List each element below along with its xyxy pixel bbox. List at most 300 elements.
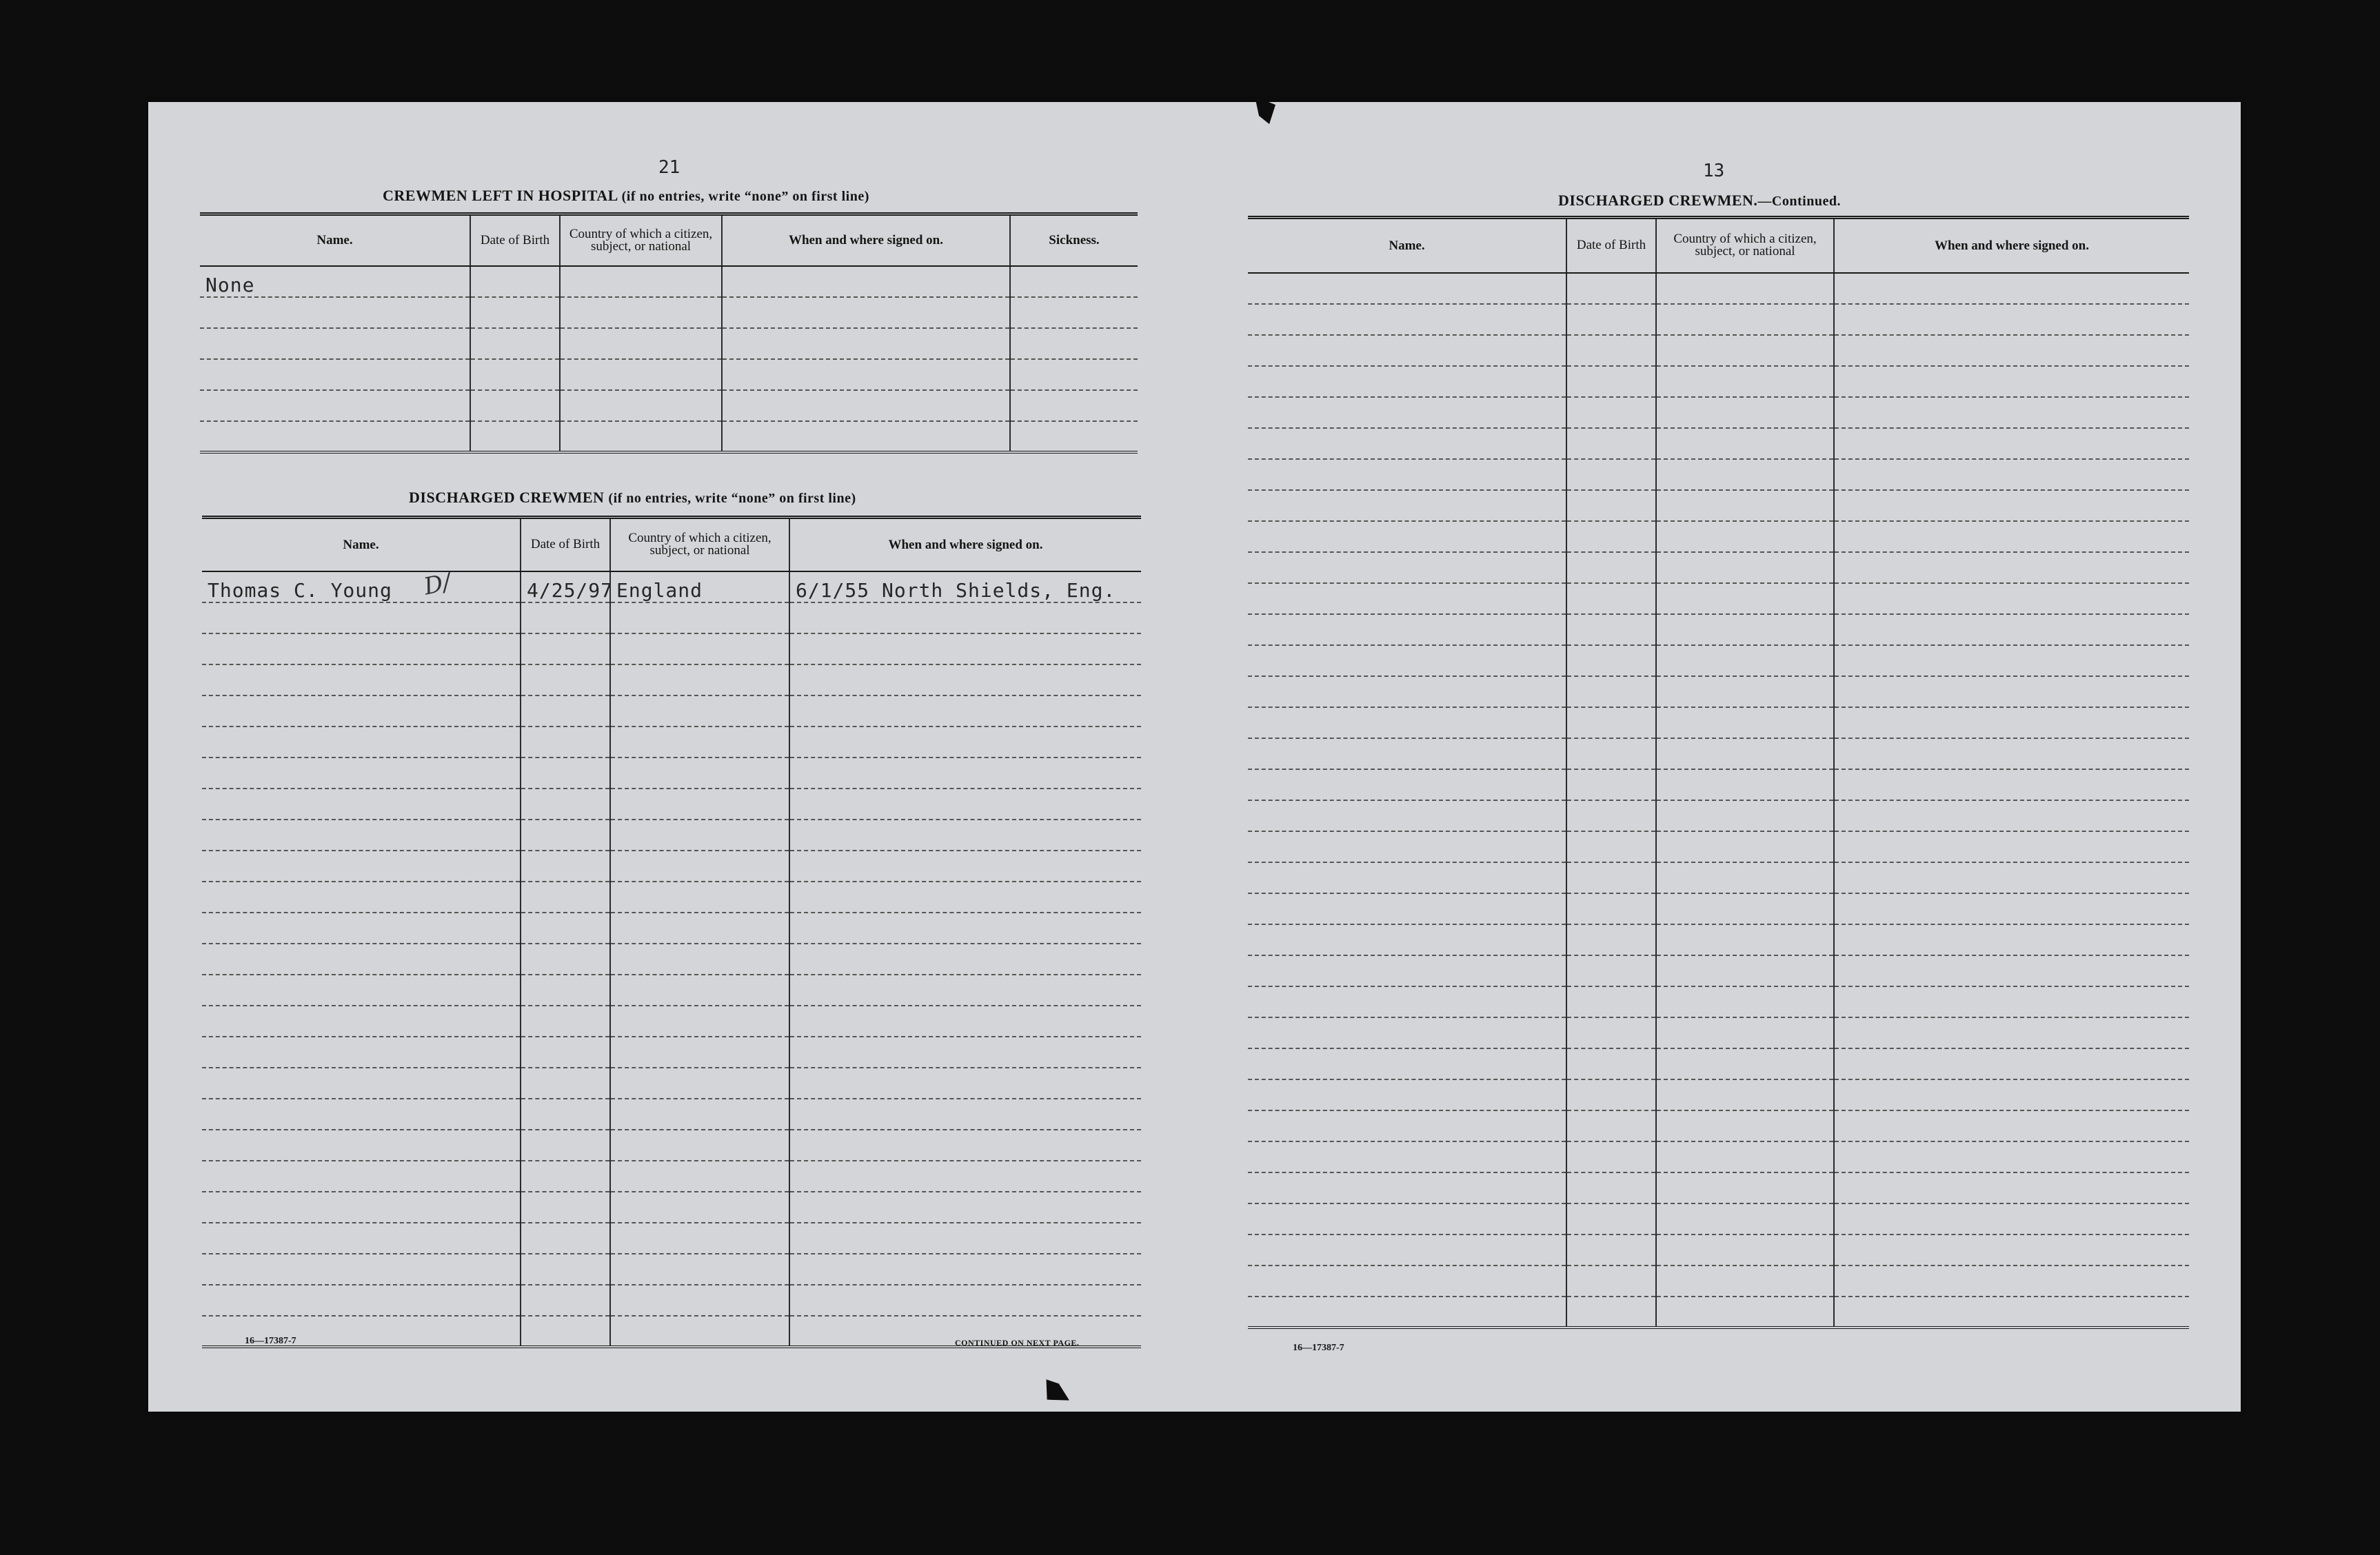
table-cell	[470, 266, 560, 297]
table-row	[1248, 397, 2189, 428]
table-cell	[1834, 986, 2189, 1017]
table-row	[1248, 552, 2189, 583]
table-cell	[789, 1006, 1141, 1037]
table-cell	[1566, 304, 1656, 335]
table-row	[202, 1192, 1141, 1223]
table-cell	[1248, 428, 1566, 459]
table-cell	[1834, 335, 2189, 366]
table-row	[1248, 862, 2189, 893]
table-cell	[1656, 1297, 1834, 1328]
table-cell	[1566, 645, 1656, 676]
continued-header-row	[1248, 218, 2189, 273]
table-cell	[1248, 831, 1566, 862]
table-cell	[1566, 924, 1656, 955]
column-header: Country of which a citizen, subject, or national	[610, 518, 789, 571]
table-cell	[1656, 1048, 1834, 1079]
left-page	[148, 102, 1162, 1412]
table-cell	[1834, 676, 2189, 707]
table-cell	[789, 975, 1141, 1006]
table-cell	[560, 297, 722, 328]
table-row	[202, 913, 1141, 944]
table-cell	[1010, 266, 1138, 297]
table-cell	[789, 602, 1141, 633]
table-row	[200, 297, 1138, 328]
table-cell	[1656, 1110, 1834, 1141]
table-row	[1248, 1297, 2189, 1328]
table-cell	[610, 789, 789, 820]
table-cell	[1010, 421, 1138, 452]
table-cell	[1656, 1079, 1834, 1110]
table-cell	[1656, 1017, 1834, 1048]
table-row	[1248, 924, 2189, 955]
table-cell	[1656, 893, 1834, 924]
table-cell	[202, 633, 521, 664]
continued-title-text: DISCHARGED CREWMEN.	[1558, 192, 1758, 209]
table-cell	[610, 1130, 789, 1161]
table-cell	[1248, 676, 1566, 707]
table-cell	[1566, 459, 1656, 490]
column-header: Date of Birth	[1566, 218, 1656, 273]
table-cell	[1656, 955, 1834, 986]
table-cell	[1656, 862, 1834, 893]
table-cell	[1248, 955, 1566, 986]
table-cell	[1834, 583, 2189, 614]
table-cell	[1566, 769, 1656, 800]
table-row	[1248, 273, 2189, 304]
table-cell	[200, 328, 470, 359]
table-cell	[1656, 1203, 1834, 1234]
table-cell	[202, 1285, 521, 1316]
table-cell	[1566, 738, 1656, 769]
table-cell	[202, 1006, 521, 1037]
table-cell	[202, 758, 521, 789]
table-row	[202, 1006, 1141, 1037]
table-cell	[202, 1254, 521, 1285]
column-header: When and where signed on.	[722, 214, 1010, 266]
table-cell	[1656, 583, 1834, 614]
table-cell	[1834, 273, 2189, 304]
table-cell	[610, 664, 789, 695]
table-cell	[1566, 986, 1656, 1017]
table-cell	[202, 726, 521, 758]
table-cell	[1248, 1017, 1566, 1048]
table-cell	[1248, 769, 1566, 800]
table-cell	[1834, 1141, 2189, 1172]
table-cell	[470, 297, 560, 328]
table-cell	[1834, 769, 2189, 800]
table-cell	[1656, 521, 1834, 552]
table-cell	[1566, 831, 1656, 862]
table-cell	[202, 602, 521, 633]
form-number: 16—17387-7	[245, 1336, 296, 1346]
table-cell	[789, 820, 1141, 851]
table-cell	[722, 328, 1010, 359]
table-cell	[1834, 1079, 2189, 1110]
hospital-table	[200, 212, 1138, 454]
table-cell	[1834, 1110, 2189, 1141]
table-row	[202, 1161, 1141, 1192]
table-row	[1248, 1017, 2189, 1048]
table-cell	[202, 1192, 521, 1223]
table-cell	[1248, 645, 1566, 676]
table-cell: Thomas C. Young	[202, 571, 521, 602]
table-cell	[610, 726, 789, 758]
table-cell	[1248, 273, 1566, 304]
table-cell	[521, 1037, 610, 1068]
column-header: Date of Birth	[470, 214, 560, 266]
hospital-section-title	[383, 187, 869, 205]
table-cell	[1834, 707, 2189, 738]
table-cell	[789, 758, 1141, 789]
table-cell	[1656, 397, 1834, 428]
table-cell	[610, 633, 789, 664]
table-cell	[1566, 335, 1656, 366]
table-row	[200, 266, 1138, 297]
table-row	[1248, 1141, 2189, 1172]
table-cell	[521, 695, 610, 726]
hospital-rows	[200, 266, 1138, 452]
table-cell	[560, 328, 722, 359]
table-cell	[202, 913, 521, 944]
table-cell	[1566, 1079, 1656, 1110]
discharged-continued-table	[1248, 216, 2189, 1329]
table-cell	[610, 975, 789, 1006]
page-number: 13	[1703, 161, 1725, 181]
table-cell	[1248, 924, 1566, 955]
table-cell	[521, 633, 610, 664]
table-row	[1248, 521, 2189, 552]
table-cell	[1566, 1110, 1656, 1141]
table-row	[202, 1068, 1141, 1099]
discharged-title-note: (if no entries, write “none” on first line)	[608, 491, 856, 506]
table-cell	[1566, 893, 1656, 924]
table-cell	[1834, 645, 2189, 676]
table-cell	[1566, 273, 1656, 304]
table-cell	[1656, 428, 1834, 459]
table-row	[202, 633, 1141, 664]
table-cell	[202, 882, 521, 913]
table-cell	[200, 421, 470, 452]
table-cell	[610, 1068, 789, 1099]
table-cell	[610, 695, 789, 726]
table-row	[1248, 304, 2189, 335]
table-cell	[202, 820, 521, 851]
table-cell	[1834, 893, 2189, 924]
table-cell	[521, 851, 610, 882]
table-row	[1248, 428, 2189, 459]
table-cell	[1656, 738, 1834, 769]
table-cell	[202, 1161, 521, 1192]
handwritten-initials: D/	[421, 568, 454, 601]
table-cell	[202, 851, 521, 882]
table-cell	[1248, 1172, 1566, 1203]
column-header: Country of which a citizen, subject, or national	[560, 214, 722, 266]
table-cell: None	[200, 266, 470, 297]
table-cell	[789, 1223, 1141, 1254]
table-row	[1248, 800, 2189, 831]
column-header: Name.	[200, 214, 470, 266]
table-row	[1248, 1079, 2189, 1110]
table-cell	[1834, 459, 2189, 490]
table-cell	[789, 1254, 1141, 1285]
hospital-header-row	[200, 214, 1138, 266]
table-row	[202, 882, 1141, 913]
table-cell	[521, 1316, 610, 1347]
table-cell	[1566, 800, 1656, 831]
table-cell	[610, 851, 789, 882]
form-number: 16—17387-7	[1293, 1343, 1344, 1353]
table-cell	[610, 1223, 789, 1254]
table-row	[1248, 769, 2189, 800]
table-cell	[470, 390, 560, 421]
table-row	[1248, 366, 2189, 397]
table-row	[1248, 1266, 2189, 1297]
table-cell	[202, 789, 521, 820]
table-cell	[1834, 1297, 2189, 1328]
table-cell	[1010, 390, 1138, 421]
table-cell	[1656, 614, 1834, 645]
table-row	[202, 1037, 1141, 1068]
table-row	[1248, 893, 2189, 924]
table-row	[202, 851, 1141, 882]
table-cell	[1248, 304, 1566, 335]
table-cell	[1566, 1266, 1656, 1297]
table-cell	[1656, 645, 1834, 676]
table-cell	[521, 1161, 610, 1192]
table-cell	[1656, 986, 1834, 1017]
hospital-title-note: (if no entries, write “none” on first line)	[621, 189, 869, 204]
table-cell	[1566, 583, 1656, 614]
table-cell	[470, 421, 560, 452]
table-cell	[722, 390, 1010, 421]
table-cell	[1248, 986, 1566, 1017]
table-cell	[789, 726, 1141, 758]
table-row	[202, 1130, 1141, 1161]
discharged-header-row	[202, 518, 1141, 571]
table-cell	[470, 359, 560, 390]
table-row	[1248, 335, 2189, 366]
table-cell	[1248, 1203, 1566, 1234]
table-row	[202, 1254, 1141, 1285]
table-cell	[1566, 397, 1656, 428]
table-cell	[1248, 1048, 1566, 1079]
table-cell	[1834, 862, 2189, 893]
table-cell	[1834, 1266, 2189, 1297]
table-cell	[1656, 335, 1834, 366]
table-row	[202, 695, 1141, 726]
table-row	[202, 789, 1141, 820]
table-cell	[200, 390, 470, 421]
table-row	[1248, 645, 2189, 676]
table-cell	[789, 882, 1141, 913]
table-row	[1248, 1234, 2189, 1266]
table-cell: 6/1/55 North Shields, Eng.	[789, 571, 1141, 602]
table-cell	[1248, 1234, 1566, 1266]
table-row	[1248, 1048, 2189, 1079]
table-cell	[1834, 738, 2189, 769]
table-cell	[521, 882, 610, 913]
table-row	[202, 1223, 1141, 1254]
table-cell	[1656, 800, 1834, 831]
table-row	[1248, 1110, 2189, 1141]
column-header: When and where signed on.	[789, 518, 1141, 571]
table-row	[1248, 1172, 2189, 1203]
table-cell	[521, 1068, 610, 1099]
table-cell	[789, 851, 1141, 882]
table-cell	[521, 758, 610, 789]
table-cell	[1248, 1266, 1566, 1297]
table-row	[202, 602, 1141, 633]
table-cell	[610, 1192, 789, 1223]
table-cell	[1834, 1017, 2189, 1048]
table-cell	[1248, 583, 1566, 614]
table-cell	[722, 297, 1010, 328]
table-cell	[722, 359, 1010, 390]
table-row	[202, 664, 1141, 695]
table-cell	[789, 1192, 1141, 1223]
table-cell	[610, 1161, 789, 1192]
column-header: Country of which a citizen, subject, or national	[1656, 218, 1834, 273]
table-cell	[1248, 1297, 1566, 1328]
table-cell	[1656, 304, 1834, 335]
table-cell	[1248, 1110, 1566, 1141]
table-cell	[521, 1223, 610, 1254]
table-cell	[789, 1037, 1141, 1068]
table-row	[1248, 490, 2189, 521]
table-cell	[470, 328, 560, 359]
table-row	[202, 1285, 1141, 1316]
table-cell	[1248, 397, 1566, 428]
table-cell	[521, 1130, 610, 1161]
table-cell	[1834, 924, 2189, 955]
table-cell	[610, 1037, 789, 1068]
table-cell	[1566, 1297, 1656, 1328]
discharged-title-text: DISCHARGED CREWMEN	[409, 489, 605, 506]
table-cell	[202, 1037, 521, 1068]
table-cell	[521, 913, 610, 944]
table-cell	[1566, 1234, 1656, 1266]
table-cell	[1248, 335, 1566, 366]
table-cell	[1656, 924, 1834, 955]
column-header: Sickness.	[1010, 214, 1138, 266]
table-cell	[610, 1285, 789, 1316]
table-cell	[1248, 800, 1566, 831]
table-cell	[1248, 707, 1566, 738]
table-row	[1248, 955, 2189, 986]
table-cell	[521, 602, 610, 633]
table-cell	[1566, 1172, 1656, 1203]
table-row	[202, 944, 1141, 975]
table-cell	[1566, 521, 1656, 552]
table-cell	[202, 944, 521, 975]
table-cell	[521, 789, 610, 820]
column-header: When and where signed on.	[1834, 218, 2189, 273]
table-cell	[202, 1068, 521, 1099]
table-cell	[1566, 614, 1656, 645]
table-cell	[1566, 366, 1656, 397]
column-header: Name.	[1248, 218, 1566, 273]
table-cell	[1656, 490, 1834, 521]
table-cell	[521, 975, 610, 1006]
table-cell	[521, 944, 610, 975]
table-cell	[610, 1006, 789, 1037]
table-cell	[1566, 955, 1656, 986]
right-page	[1231, 102, 2223, 1412]
table-cell	[1656, 552, 1834, 583]
table-cell	[521, 1099, 610, 1130]
table-row	[1248, 1203, 2189, 1234]
table-cell	[1656, 707, 1834, 738]
table-cell	[200, 359, 470, 390]
table-cell	[789, 695, 1141, 726]
table-cell	[1248, 552, 1566, 583]
table-row	[200, 359, 1138, 390]
table-cell	[1566, 552, 1656, 583]
table-cell	[789, 664, 1141, 695]
table-cell	[1656, 831, 1834, 862]
table-row	[1248, 459, 2189, 490]
continued-note: CONTINUED ON NEXT PAGE.	[955, 1338, 1080, 1348]
table-cell	[1656, 1141, 1834, 1172]
table-cell	[1834, 1172, 2189, 1203]
table-cell	[789, 913, 1141, 944]
table-cell	[202, 664, 521, 695]
table-cell	[789, 1161, 1141, 1192]
table-cell	[521, 664, 610, 695]
table-cell	[1656, 1234, 1834, 1266]
table-row	[1248, 707, 2189, 738]
table-cell	[610, 1254, 789, 1285]
table-row	[200, 390, 1138, 421]
table-cell	[789, 789, 1141, 820]
table-cell	[1834, 428, 2189, 459]
table-cell	[521, 726, 610, 758]
table-cell	[1566, 862, 1656, 893]
table-cell	[1656, 1172, 1834, 1203]
table-cell	[200, 297, 470, 328]
table-cell	[610, 882, 789, 913]
table-cell	[1566, 490, 1656, 521]
table-cell	[1834, 1203, 2189, 1234]
table-row	[1248, 986, 2189, 1017]
table-cell	[1566, 428, 1656, 459]
table-cell	[521, 1285, 610, 1316]
table-cell	[789, 1099, 1141, 1130]
table-cell	[610, 1316, 789, 1347]
table-cell	[202, 1099, 521, 1130]
table-cell	[1566, 1141, 1656, 1172]
discharged-section-title	[409, 489, 856, 507]
table-cell	[1248, 862, 1566, 893]
table-cell	[1248, 490, 1566, 521]
table-cell	[1248, 366, 1566, 397]
table-cell	[202, 1130, 521, 1161]
table-row	[200, 421, 1138, 452]
table-cell	[1566, 707, 1656, 738]
table-cell	[1248, 614, 1566, 645]
table-row	[202, 571, 1141, 602]
table-cell	[610, 913, 789, 944]
table-row	[202, 758, 1141, 789]
table-row	[1248, 738, 2189, 769]
table-cell	[521, 1192, 610, 1223]
table-cell	[202, 975, 521, 1006]
continued-title-note: —Continued.	[1757, 194, 1841, 209]
hospital-title-text: CREWMEN LEFT IN HOSPITAL	[383, 187, 618, 204]
table-cell	[1834, 552, 2189, 583]
continued-rows	[1248, 273, 2189, 1328]
table-cell	[1656, 1266, 1834, 1297]
